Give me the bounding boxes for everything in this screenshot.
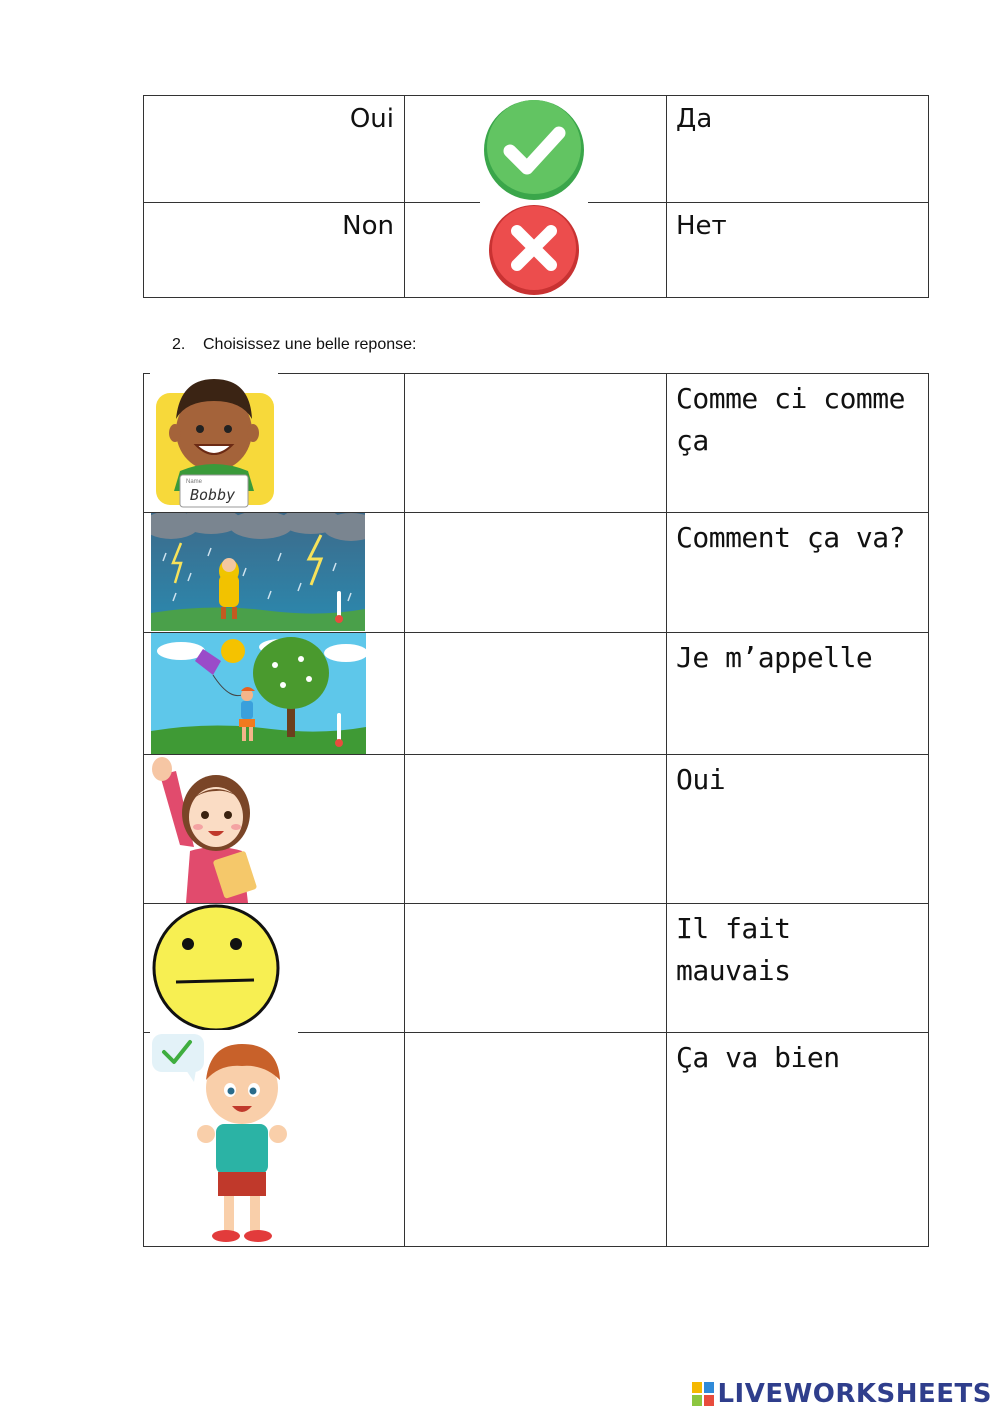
table1-row1-fr-cell <box>143 95 405 203</box>
table2-row6-drop-cell[interactable] <box>404 1032 667 1247</box>
table2-row1-drop-cell[interactable] <box>404 373 667 513</box>
answer-comment-ca-va[interactable]: Comment ça va? <box>676 521 906 554</box>
girl-waving-image <box>150 755 272 903</box>
check-circle-icon <box>480 97 588 203</box>
neutral-face-image <box>150 904 282 1032</box>
table1-row1-ru: Да <box>676 104 713 134</box>
table2-row1-answer-cell <box>666 373 929 513</box>
table1-row1-ru-cell <box>666 95 929 203</box>
thunderstorm-rain-image <box>151 513 365 631</box>
table1-row2-ru-cell <box>666 202 929 298</box>
answer-il-fait-mauvais[interactable]: Il fait mauvais <box>676 912 791 987</box>
instruction <box>172 336 416 354</box>
liveworksheets-logo-text: LIVEWORKSHEETS <box>717 1379 992 1409</box>
cross-circle-icon <box>484 203 584 297</box>
table2-row5-answer-cell <box>666 903 929 1033</box>
name-tag-text: Bobby <box>190 486 236 504</box>
liveworksheets-logo-icon <box>692 1382 714 1406</box>
table1-row2-fr: Non <box>342 211 394 241</box>
instruction-number: 2. <box>172 336 186 353</box>
table2-row4-drop-cell[interactable] <box>404 754 667 904</box>
instruction-text: Choisissez une belle reponse: <box>203 336 417 353</box>
boy-thumbs-up-image <box>150 1030 298 1246</box>
sunny-kite-image <box>151 633 366 754</box>
boy-name-tag-image <box>150 371 278 511</box>
table2-row6-answer-cell <box>666 1032 929 1247</box>
table1-row2-fr-cell <box>143 202 405 298</box>
table2-row2-answer-cell <box>666 512 929 633</box>
table2-row3-answer-cell <box>666 632 929 755</box>
answer-ca-va-bien[interactable]: Ça va bien <box>676 1041 840 1074</box>
table1-row2-ru: Нет <box>676 211 727 241</box>
table2-row3-drop-cell[interactable] <box>404 632 667 755</box>
answer-comme-ci[interactable]: Comme ci comme ça <box>676 382 906 457</box>
liveworksheets-logo <box>692 1381 992 1407</box>
name-tag-caption: Name <box>186 479 203 485</box>
answer-oui[interactable]: Oui <box>676 763 726 796</box>
answer-je-mappelle[interactable]: Je m’appelle <box>676 641 873 674</box>
table1-row1-fr: Oui <box>349 104 394 134</box>
table2-row2-drop-cell[interactable] <box>404 512 667 633</box>
table2-row4-answer-cell <box>666 754 929 904</box>
table2-row5-drop-cell[interactable] <box>404 903 667 1033</box>
